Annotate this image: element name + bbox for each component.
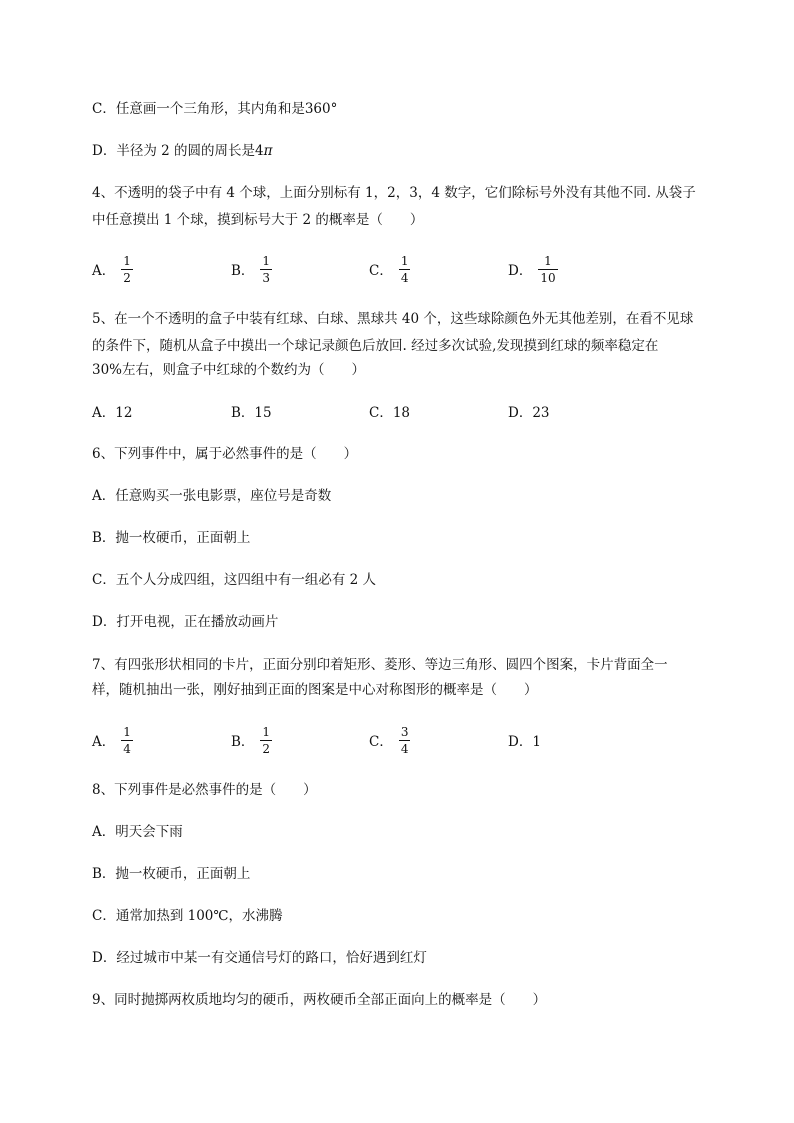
option-label: A． bbox=[92, 263, 116, 279]
fraction-numerator: 1 bbox=[544, 253, 552, 268]
q4-option-a bbox=[92, 249, 133, 289]
q4-option-c bbox=[369, 249, 410, 289]
fraction bbox=[538, 254, 557, 285]
q6-option-b: B．抛一枚硬币，正面朝上 bbox=[92, 530, 251, 546]
q6-option-d: D．打开电视，正在播放动画片 bbox=[92, 614, 279, 630]
option-label: C． bbox=[369, 734, 393, 750]
fraction-bar bbox=[399, 269, 411, 270]
option-label: C． bbox=[369, 263, 393, 279]
q8-stem: 8、下列事件是必然事件的是（ ） bbox=[92, 782, 317, 798]
q3-option-c: C．任意画一个三角形，其内角和是360° bbox=[92, 101, 338, 117]
q5-stem-line-1: 5、在一个不透明的盒子中装有红球、白球、黑球共 40 个，这些球除颜色外无其他差别，在看不见球 bbox=[92, 311, 694, 327]
q5-option-b: B．15 bbox=[231, 405, 272, 421]
q7-stem-line-1: 7、有四张形状相同的卡片，正面分别印着矩形、菱形、等边三角形、圆四个图案，卡片背面全一 bbox=[92, 657, 668, 673]
fraction-denominator: 3 bbox=[262, 270, 271, 285]
fraction-denominator: 4 bbox=[400, 270, 409, 285]
fraction-bar bbox=[260, 269, 272, 270]
fraction-numerator: 3 bbox=[400, 724, 409, 739]
q3-option-d-value: 4 bbox=[255, 143, 264, 159]
fraction-denominator: 2 bbox=[262, 741, 271, 756]
fraction bbox=[121, 725, 133, 756]
q8-option-d: D．经过城市中某一有交通信号灯的路口，恰好遇到红灯 bbox=[92, 950, 427, 966]
q8-option-a: A．明天会下雨 bbox=[92, 824, 183, 840]
fraction-denominator: 4 bbox=[400, 741, 409, 756]
q3-option-d-text: D．半径为 2 的圆的周长是 bbox=[92, 143, 255, 159]
fraction-bar bbox=[399, 740, 411, 741]
q4-option-d bbox=[508, 249, 558, 289]
fraction-numerator: 1 bbox=[400, 253, 409, 268]
q5-option-c: C．18 bbox=[369, 405, 411, 421]
fraction bbox=[399, 254, 411, 285]
fraction bbox=[260, 254, 272, 285]
q4-stem-line-1: 4、不透明的袋子中有 4 个球，上面分别标有 1，2，3，4 数字，它们除标号外没有其他不同. 从袋子 bbox=[92, 185, 696, 201]
fraction-denominator: 2 bbox=[123, 270, 131, 285]
q7-option-b bbox=[231, 720, 272, 760]
q7-option-d: D．1 bbox=[508, 734, 541, 750]
option-label: B． bbox=[231, 734, 255, 750]
pi-symbol: π bbox=[263, 143, 273, 159]
q4-option-b bbox=[231, 249, 272, 289]
fraction-numerator: 1 bbox=[123, 253, 131, 268]
fraction-numerator: 1 bbox=[262, 253, 271, 268]
fraction bbox=[260, 725, 272, 756]
fraction bbox=[121, 254, 133, 285]
q8-option-b: B．抛一枚硬币，正面朝上 bbox=[92, 866, 251, 882]
q7-stem-line-2: 样，随机抽出一张，刚好抽到正面的图案是中心对称图形的概率是（ ） bbox=[92, 682, 538, 698]
q4-stem-line-2: 中任意摸出 1 个球，摸到标号大于 2 的概率是（ ） bbox=[92, 212, 424, 228]
q6-stem: 6、下列事件中，属于必然事件的是（ ） bbox=[92, 446, 358, 462]
q5-option-a: A．12 bbox=[92, 405, 133, 421]
fraction-bar bbox=[121, 269, 133, 270]
fraction-bar bbox=[260, 740, 272, 741]
fraction-denominator: 4 bbox=[123, 741, 131, 756]
option-label: B． bbox=[231, 263, 255, 279]
fraction bbox=[399, 725, 411, 756]
q3-option-d bbox=[92, 141, 272, 161]
option-label: D． bbox=[508, 263, 533, 279]
q6-option-c: C．五个人分成四组，这四组中有一组必有 2 人 bbox=[92, 572, 377, 588]
q7-option-a bbox=[92, 720, 133, 760]
q5-stem-line-2: 的条件下，随机从盒子中摸出一个球记录颜色后放回. 经过多次试验,发现摸到红球的频率稳定在 bbox=[92, 338, 659, 354]
q5-stem-line-3: 30%左右，则盒子中红球的个数约为（ ） bbox=[92, 362, 366, 378]
q9-stem: 9、同时抛掷两枚质地均匀的硬币，两枚硬币全部正面向上的概率是（ ） bbox=[92, 992, 547, 1008]
fraction-bar bbox=[121, 740, 133, 741]
fraction-numerator: 1 bbox=[262, 724, 271, 739]
option-label: A． bbox=[92, 734, 116, 750]
fraction-denominator: 10 bbox=[540, 270, 556, 285]
q6-option-a: A．任意购买一张电影票，座位号是奇数 bbox=[92, 488, 332, 504]
fraction-numerator: 1 bbox=[123, 724, 131, 739]
fraction-bar bbox=[538, 269, 557, 270]
q8-option-c: C．通常加热到 100℃，水沸腾 bbox=[92, 908, 283, 924]
q5-option-d: D．23 bbox=[508, 405, 550, 421]
q7-option-c bbox=[369, 720, 410, 760]
